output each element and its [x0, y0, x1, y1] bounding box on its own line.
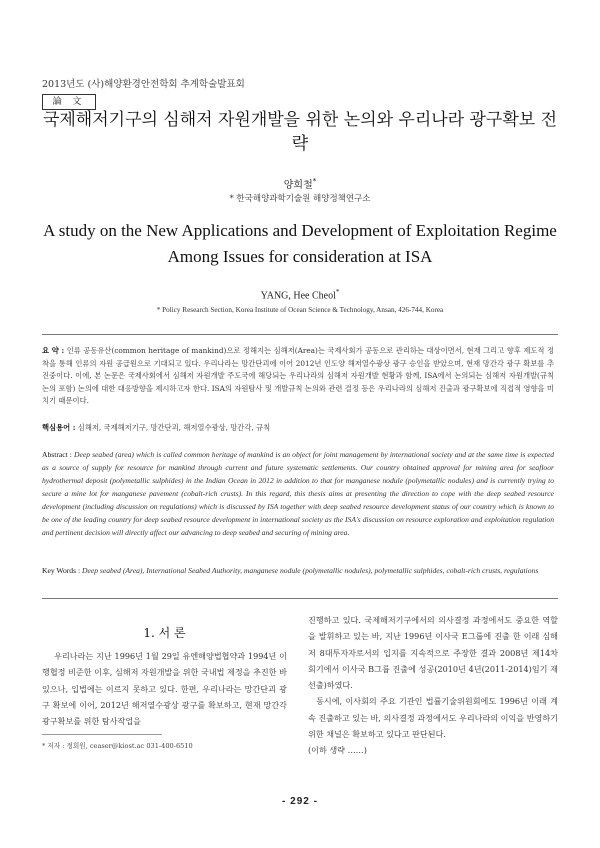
- affiliation-english: * Policy Research Section, Korea Institute of Ocean Science & Technology, Ansan, 426-744, Korea: [156, 306, 444, 314]
- article-type-label: 論 文: [42, 94, 96, 110]
- keywords-english-text: Deep seabed (Area), International Seabed Authority, manganese nodule (polymetallic nodules), polymetallic sulphides, cobalt-rich crusts, regulations: [81, 566, 539, 575]
- abstract-korean: [42, 345, 554, 408]
- conference-header: 2013년도 (사)해양환경안전학회 추계학술발표회: [42, 79, 245, 90]
- footnote-divider: [42, 734, 162, 735]
- keywords-korean: [42, 422, 554, 435]
- author-korean-name: 양희철: [283, 180, 313, 191]
- author-korean: [0, 176, 600, 191]
- keywords-english-label: Key Words :: [42, 566, 81, 575]
- body-right-paragraph-3: (이하 생략 ……): [308, 745, 367, 756]
- divider-top: [42, 334, 558, 335]
- body-right-paragraph-1: 진행하고 있다. 국제해저기구에서의 의사결정 과정에서도 중요한 역할을 발휘하고 있는 바, 지난 1996년 이사국 E그룹에 진출 한 이래 심해저 8대투자자로서의 입지를 지속적으로 주장한 결과 2008년 제14차 회기에서 이사국 B그룹 진출에 성공(2010년 4년(2011-2014)임기 재선출)하였다.: [308, 615, 558, 691]
- title-english: A study on the New Applications and Development of Exploitation Regime Among Issues for consideration at ISA: [43, 221, 557, 266]
- footnote: * 저자 : 정회원, ceaser@kiost.ac 031-400-6510: [42, 742, 193, 750]
- abstract-english-text: Deep seabed (area) which is called common heritage of mankind is an object for joint management by international society and at the same time is expected as a source of supply for resource for mankind through current and future systematic settlements. Our country obtained approval for mining area for seafloor hydrothermal deposit (polymetallic sulphides) in the Indian Ocean in 2012 in addition to that for manganese nodule (polymetallic nodules) and is currently trying to secure a mine lot for manganese pavement (cobalt-rich crusts). In this regard, this thesis aims at presenting the direction to cope with the deep seabed resource development (including discussion on regulations) which is discussed by ISA together with deep seabed resource development status of our country which is known to be one of the leading country for deep seabed resource development in international society as the ISA's discussion on resource exploration and exploitation regulation and pertinent decision will directly affect our advancing to deep seabed and securing of mining area.: [42, 450, 554, 537]
- abstract-korean-text: 인류 공동유산(common heritage of mankind)으로 정해지는 심해저(Area)는 국제사회가 공동으로 관리하는 대상이면서, 현재 그리고 향후 제도적 정착을 통해 인류의 자원 공급원으로 기대되고 있다. 우리나라는 망간단괴에 이어 2012년 인도양 해저열수광상 광구 승인을 받았으며, 현재 망간각 광구 확보를 추진중이다. 이에, 본 논문은 국제사회에서 심해저 자원개발 주도국에 해당되는 우리나라의 심해저 자원개발 현황과 함께, ISA에서 논의되는 심해저 자원개발(규칙 논의 포함) 논의에 대한 대응방향을 제시하고자 한다. ISA의 자원탐사 및 개발규칙 논의와 관련 결정 등은 우리나라의 심해저 진출과 광구확보에 직접적 영향을 미치기 때문이다.: [42, 346, 555, 405]
- author-korean-mark: *: [312, 177, 317, 186]
- abstract-english: [42, 448, 554, 539]
- body-right-column: [308, 612, 558, 759]
- section-heading-introduction: 1. 서 론: [143, 626, 186, 640]
- abstract-english-label: Abstract :: [42, 450, 72, 459]
- title-korean: 국제해저기구의 심해저 자원개발을 위한 논의와 우리나라 광구확보 전략: [42, 110, 558, 154]
- body-left-column: 우리나라는 지난 1996년 1월 29일 유엔해양법협약과 1994년 이행협정 비준한 이후, 심해저 자원개발을 위한 국내법 제정을 추진한 바 있으나, 입법에는 이르지 못하고 있다. 한편, 우리나라는 망간단괴 광구 확보에 이어, 2012년 해저열수광상 광구를 확보하고, 현재 망간각 광구확보를 위한 탐사작업을: [42, 651, 287, 727]
- author-english-mark: *: [335, 288, 340, 296]
- divider-bottom: [42, 598, 558, 599]
- author-english: [0, 288, 600, 301]
- affiliation-korean: * 한국해양과학기술원 해양정책연구소: [229, 194, 371, 204]
- keywords-korean-label: 핵심용어 :: [42, 423, 76, 432]
- author-english-name: YANG, Hee Cheol: [260, 290, 336, 302]
- page-number: - 292 -: [282, 796, 318, 807]
- body-right-paragraph-2: 동시에, 이사회의 주요 기관인 법률기술위원회에도 1996년 이래 계속 진출하고 있는 바, 의사결정 과정에서도 우리나라의 이익을 반영하기 위한 채널은 확보하고 있다고 판단된다.: [308, 696, 558, 740]
- keywords-korean-text: 심해저, 국제해저기구, 망간단괴, 해저열수광상, 망간각, 규칙: [77, 423, 271, 432]
- keywords-english: [42, 564, 554, 577]
- abstract-korean-label: 요 약 :: [42, 346, 65, 355]
